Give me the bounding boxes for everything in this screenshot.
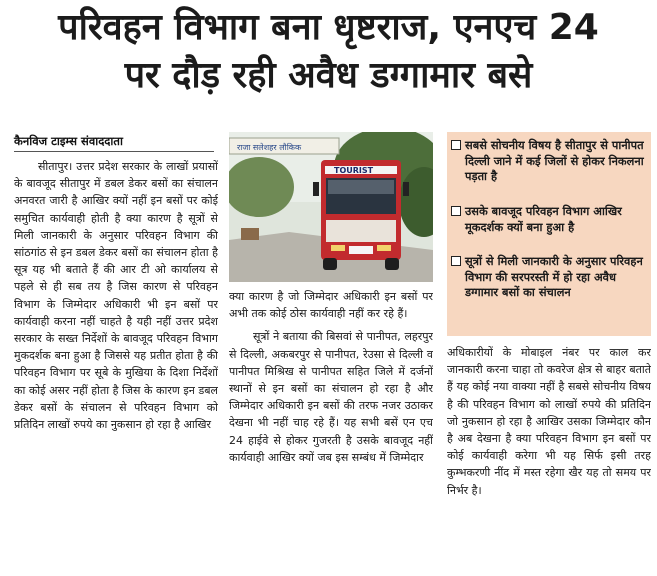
checkbox-bullet-icon (451, 206, 461, 216)
highlights-box (447, 132, 651, 336)
highlight-text: सबसे सोचनीय विषय है सीतापुर से पानीपत दिल्ली जाने में कई जिलों से होकर निकलना पड़ता है (465, 138, 644, 183)
highlight-item (451, 254, 647, 301)
byline: कैनविज टाइम्स संवाददाता (14, 134, 123, 148)
headline-line-2: पर दौड़ रही अवैध डग्गामार बसे (124, 55, 533, 96)
article-column-1 (14, 158, 218, 572)
highlight-text: सूत्रों से मिली जानकारी के अनुसार परिवहन विभाग की सरपरस्ती में हो रहा अवैध डग्गामार बसों का संचालन (465, 254, 643, 299)
headline-line-1: परिवहन विभाग बना धृष्टराज, एनएच 24 (58, 7, 599, 48)
article-paragraph: अधिकारीयों के मोबाइल नंबर पर काल कर जानकारी करना चाहा तो कवरेज क्षेत्र से बाहर बताते हैं यह कोई नया वाक्या नहीं है सबसे सोचनीय विषय है की परिवहन विभाग को लाखों रुपये की प्रतिदिन जो नुकसान हो रहा है आखिर उसका जिम्मेदार कौन है अब देखना है क्या परिवहन विभाग इन बसों पर कोई कार्यवाही करेगा भी यह सिर्फ इसी तरह कुम्भकरणी नींद में मस्त रहेगा खैर यह तो समय पर निर्भर है। (447, 346, 651, 497)
article-column-2 (229, 288, 433, 572)
highlight-text: उसके बावजूद परिवहन विभाग आखिर मूकदर्शक क्यों बना हुआ है (465, 204, 622, 234)
bus-destination-sign: TOURIST (334, 166, 374, 175)
highlight-item (451, 138, 647, 185)
byline-rule (14, 151, 214, 152)
arch-sign-text: राजा सलेशहर लौकिक (237, 143, 302, 152)
news-photo (229, 132, 433, 282)
checkbox-bullet-icon (451, 256, 461, 266)
article-column-3 (447, 344, 651, 572)
highlight-item (451, 204, 647, 235)
checkbox-bullet-icon (451, 140, 461, 150)
article-paragraph: सीतापुर। उत्तर प्रदेश सरकार के लाखों प्रयासों के बावजूद सीतापुर में डबल डेकर बसों का संचालन अनवरत जारी है आखिर क्यों नहीं इन बसों पर कोई समुचित कार्यवाही होती है क्या कारण है सूत्रों से मिली जानकारी के अनुसार परिवहन विभाग की सांठगांठ से इन डबल डेकर बसों का संचालन होता है सूत्र यह भी बताते हैं की आर टी ओ कार्यालय से पहले से ही सब तय है जिस कारण से परिवहन विभाग के जिम्मेदार अधिकारी भी इन बसों पर कार्यवाही करना नहीं चाहते है यही नहीं उत्तर प्रदेश सरकार के सख्त निर्देशों के बावजूद परिवहन विभाग मुकदर्शक बना हुआ है जिससे यह प्रतीत होता है की परिवहन विभाग पर सूबे के मुखिया के दिशा निर्देशों का कोई असर नहीं होता है जिस के कारण इन डबल डेकर बसों के संचालन से परिवहन विभाग को प्रतिदिन लाखों रुपये का नुकसान हो रहा है आखिर (14, 160, 218, 432)
article-paragraph: क्या कारण है जो जिम्मेदार अधिकारी इन बसों पर अभी तक कोई ठोस कार्यवाही नहीं कर रहे हैं। (229, 290, 433, 321)
bus-photo-illustration (229, 132, 433, 282)
article-paragraph: सूत्रों ने बताया की बिसवां से पानीपत, लहरपुर से दिल्ली, अकबरपुर से पानीपत, रेउसा से दिल्ली व पानीपत मिश्रिख से पानीपत सहित जिले में दर्जनों स्थानों से इन बसों का संचालन हो रहा है और जिम्मेदार अधिकारी इन बसों की तरफ नजर उठाकर देखना भी नहीं चाह रहे हैं। यह सभी बसें एन एच 24 हाईवे से होकर गुजरती है उसके बावजूद नहीं कार्यवाही आखिर क्यों जब इस सम्बंध में जिम्मेदार (229, 330, 433, 464)
headline (0, 4, 657, 100)
